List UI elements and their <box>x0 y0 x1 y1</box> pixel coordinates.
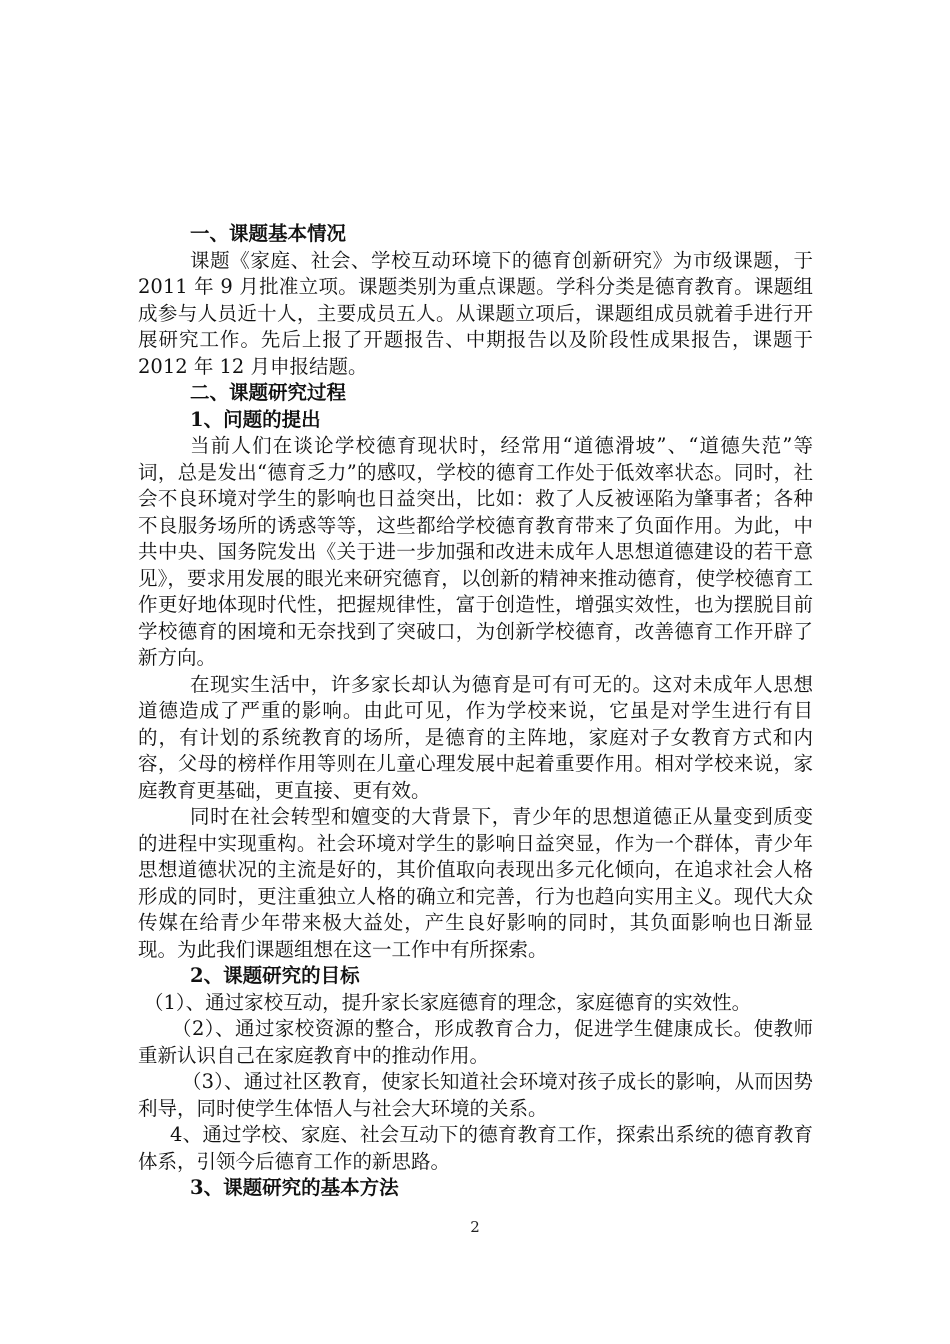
goal-item-2: （2）、通过家校资源的整合，形成教育合力，促进学生健康成长。使教师重新认识自己在家庭教育中的推动作用。 <box>138 1017 813 1067</box>
section1-paragraph: 课题《家庭、社会、学校互动环境下的德育创新研究》为市级课题，于 2011 年 9 月批准立项。课题类别为重点课题。学科分类是德育教育。课题组成参与人员近十人，主要成员五人。从课题立项后，课题组成员就着手进行开展研究工作。先后上报了开题报告、中期报告以及阶段性成果报告，课题于 2012 年 12 月申报结题。 <box>138 248 813 378</box>
subsection2-heading: 2、课题研究的目标 <box>190 964 360 987</box>
goal-item-3: （3）、通过社区教育，使家长知道社会环境对孩子成长的影响，从而因势利导，同时使学生体悟人与社会大环境的关系。 <box>138 1070 813 1120</box>
goal-item-1: （1）、通过家校互动，提升家长家庭德育的理念，家庭德育的实效性。 <box>144 990 752 1014</box>
page-number: 2 <box>470 1218 480 1236</box>
subsection1-paragraph-2: 在现实生活中，许多家长却认为德育是可有可无的。这对未成年人思想道德造成了严重的影响。由此可见，作为学校来说，它虽是对学生进行有目的，有计划的系统教育的场所，是德育的主阵地，家庭对子女教育方式和内容，父母的榜样作用等则在儿童心理发展中起着重要作用。相对学校来说，家庭教育更基础，更直接、更有效。 <box>138 672 813 802</box>
subsection1-paragraph-3: 同时在社会转型和嬗变的大背景下，青少年的思想道德正从量变到质变的进程中实现重构。社会环境对学生的影响日益突显，作为一个群体，青少年思想道德状况的主流是好的，其价值取向表现出多元化倾向，在追求社会人格形成的同时，更注重独立人格的确立和完善，行为也趋向实用主义。现代大众传媒在给青少年带来极大益处，产生良好影响的同时，其负面影响也日渐显现。为此我们课题组想在这一工作中有所探索。 <box>138 805 813 961</box>
goal-item-4: 4、通过学校、家庭、社会互动下的德育教育工作，探索出系统的德育教育体系，引领今后德育工作的新思路。 <box>138 1123 813 1173</box>
section2-heading: 二、课题研究过程 <box>190 381 347 404</box>
document-body <box>138 221 813 1202</box>
section1-heading: 一、课题基本情况 <box>190 222 347 245</box>
subsection3-heading: 3、课题研究的基本方法 <box>190 1176 399 1199</box>
subsection1-paragraph-1: 当前人们在谈论学校德育现状时，经常用“道德滑坡”、“道德失范”等词，总是发出“德育乏力”的感叹，学校的德育工作处于低效率状态。同时，社会不良环境对学生的影响也日益突出，比如：救了人反被诬陷为肇事者；各种不良服务场所的诱惑等等，这些都给学校德育教育带来了负面作用。为此，中共中央、国务院发出《关于进一步加强和改进未成年人思想道德建设的若干意见》，要求用发展的眼光来研究德育，以创新的精神来推动德育，使学校德育工作更好地体现时代性，把握规律性，富于创造性，增强实效性，也为摆脱目前学校德育的困境和无奈找到了突破口，为创新学校德育，改善德育工作开辟了新方向。 <box>138 434 813 669</box>
subsection1-heading: 1、问题的提出 <box>190 407 321 431</box>
